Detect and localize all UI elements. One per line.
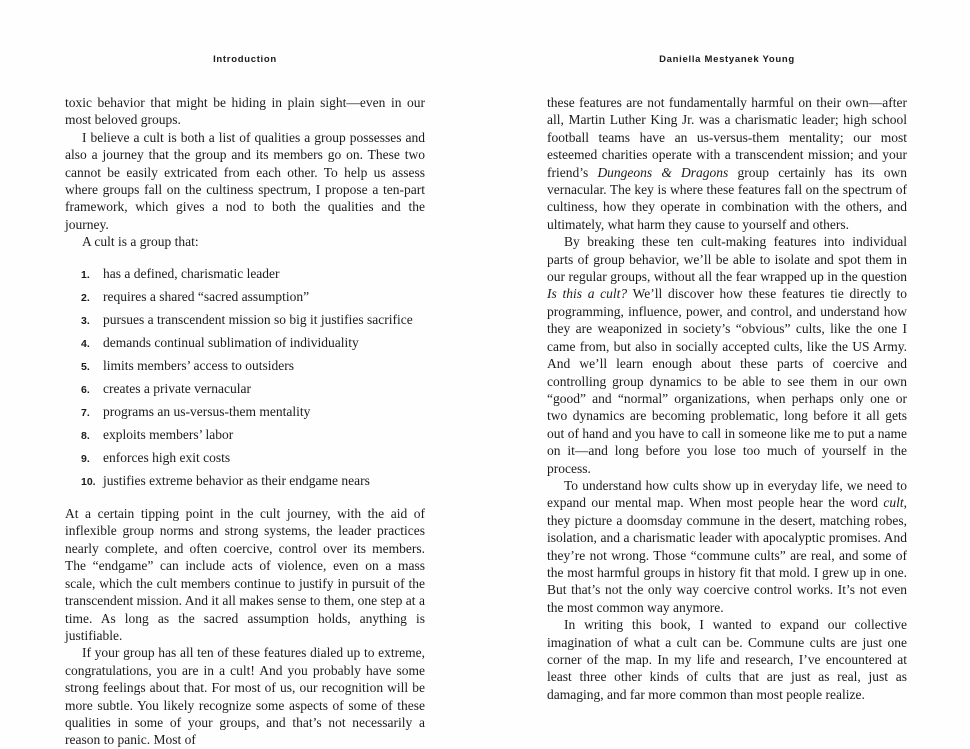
text-run: In writing this book, I wanted to expand our collective imagination of what a cult can be. Commune cults are just one corner of the map. In my life and research, I’ve encountered at least three other kinds of cults that are just as real, just as damaging, and far more common than most people realize. [547,617,907,702]
running-head-left: Introduction [213,54,277,65]
paragraph [65,129,425,233]
text-run: , they picture a doomsday commune in the desert, matching robes, isolation, and a charismatic leader with apocalyptic promises. And they’re not wrong. Those “commune cults” are real, and some of the most harmful groups in history fit that mold. I grew up in one. But that’s not the only way coercive control works. It’s not even the most common way anymore. [547,495,907,615]
list-item-number: 7. [81,406,90,419]
list-item-number: 9. [81,452,90,465]
list-item-number: 2. [81,291,90,304]
list-item [81,311,425,330]
italic-text-run: Is this a cult? [547,286,628,302]
paragraph [65,644,425,748]
paragraph-group-before-list [65,94,425,251]
list-item-text: demands continual sublimation of individuality [103,334,359,350]
cult-features-list [65,265,425,491]
list-item [81,288,425,307]
paragraph-group-right [547,94,907,703]
text-run: I believe a cult is both a list of qualities a group possesses and also a journey that the group and its members go on. These two cannot be easily extricated from each other. To help us assess where groups fall on the cultiness spectrum, I propose a ten-part framework, which gives a nod to both the qualities and the journey. [65,129,425,232]
list-item [81,472,425,491]
text-run: these features are not fundamentally harmful on their own—after all, Martin Luther King Jr. was a charismatic leader; high school football teams have an us-versus-them mentality; our most esteemed charities operate with a transcendent mission; and your friend’s [547,95,907,180]
text-run: toxic behavior that might be hiding in plain sight—even in our most beloved groups. [65,95,425,128]
list-item [81,334,425,353]
paragraph [547,616,907,703]
list-item-number: 5. [81,360,90,373]
italic-text-run: cult [883,495,904,511]
paragraph [65,94,425,129]
list-item-number: 3. [81,314,90,327]
list-item-text: programs an us-versus-them mentality [103,403,311,419]
list-item [81,426,425,445]
list-item [81,380,425,399]
paragraph [547,94,907,233]
list-item-number: 4. [81,337,90,350]
list-item [81,403,425,422]
list-item-text: pursues a transcendent mission so big it justifies sacrifice [103,311,413,327]
running-head-right: Daniella Mestyanek Young [659,54,795,65]
list-item-text: requires a shared “sacred assumption” [103,288,310,304]
list-item [81,265,425,284]
list-item-text: has a defined, charismatic leader [103,265,280,281]
page-right [485,0,970,740]
text-run: group certainly has its own vernacular. The key is where these features fall on the spectrum of cultiness, how they operate in combination with the others, and ultimately, what harm they cause to yourself and others. [547,164,907,232]
list-item-text: limits members’ access to outsiders [103,357,294,373]
page-left [0,0,485,748]
text-run: By breaking these ten cult-making features into individual parts of group behavior, we’ll be able to isolate and spot them in our regular groups, without all the fear wrapped up in the question [547,234,907,285]
text-run: If your group has all ten of these features dialed up to extreme, congratulations, you are in a cult! And you probably have some strong feelings about that. For most of us, our recognition will be more subtle. You likely recognize some aspects of some of these qualities in some of your groups, and that’s not necessarily a reason to panic. Most of [65,645,425,748]
italic-text-run: Dungeons & Dragons [597,164,729,180]
list-item-number: 10. [81,475,96,488]
paragraph [547,477,907,616]
text-run: To understand how cults show up in everyday life, we need to expand our mental map. When most people hear the word [547,477,907,511]
page-right-body [547,94,907,703]
text-run: A cult is a group that: [82,234,199,250]
list-item-text: justifies extreme behavior as their endgame nears [103,472,370,488]
list-item [81,449,425,468]
list-item-text: enforces high exit costs [103,449,231,465]
list-item-number: 1. [81,268,90,281]
paragraph [65,505,425,644]
list-item-number: 8. [81,429,90,442]
list-item-text: exploits members’ labor [103,426,234,442]
paragraph-group-after-list [65,505,425,749]
paragraph [547,233,907,477]
list-item-number: 6. [81,383,90,396]
page-left-body [65,94,425,749]
paragraph [65,233,425,250]
list-item [81,357,425,376]
text-run: We’ll discover how these features tie directly to programming, influence, power, and control, and understand how they are weaponized in society’s “obvious” cults, like the one I came from, but also in socially accepted cults, like the US Army. And we’ll learn enough about these parts of coercive and controlling group dynamics to be able to see them in our own “good” and “normal” organizations, when perhaps only one or two dynamics are becoming problematic, long before it all gets out of hand and you have to call in someone like me to put a name on it—and long before you lose too much of yourself in the process. [547,286,908,476]
text-run: At a certain tipping point in the cult journey, with the aid of inflexible group norms and strong systems, the leader practices nearly complete, and often coercive, control over its members. The “endgame” can include acts of violence, even on a mass scale, which the cult members continue to justify in pursuit of the transcendent mission. And it all makes sense to them, one step at a time. As long as the sacred assumption holds, anything is justifiable. [65,506,425,643]
list-item-text: creates a private vernacular [103,380,252,396]
